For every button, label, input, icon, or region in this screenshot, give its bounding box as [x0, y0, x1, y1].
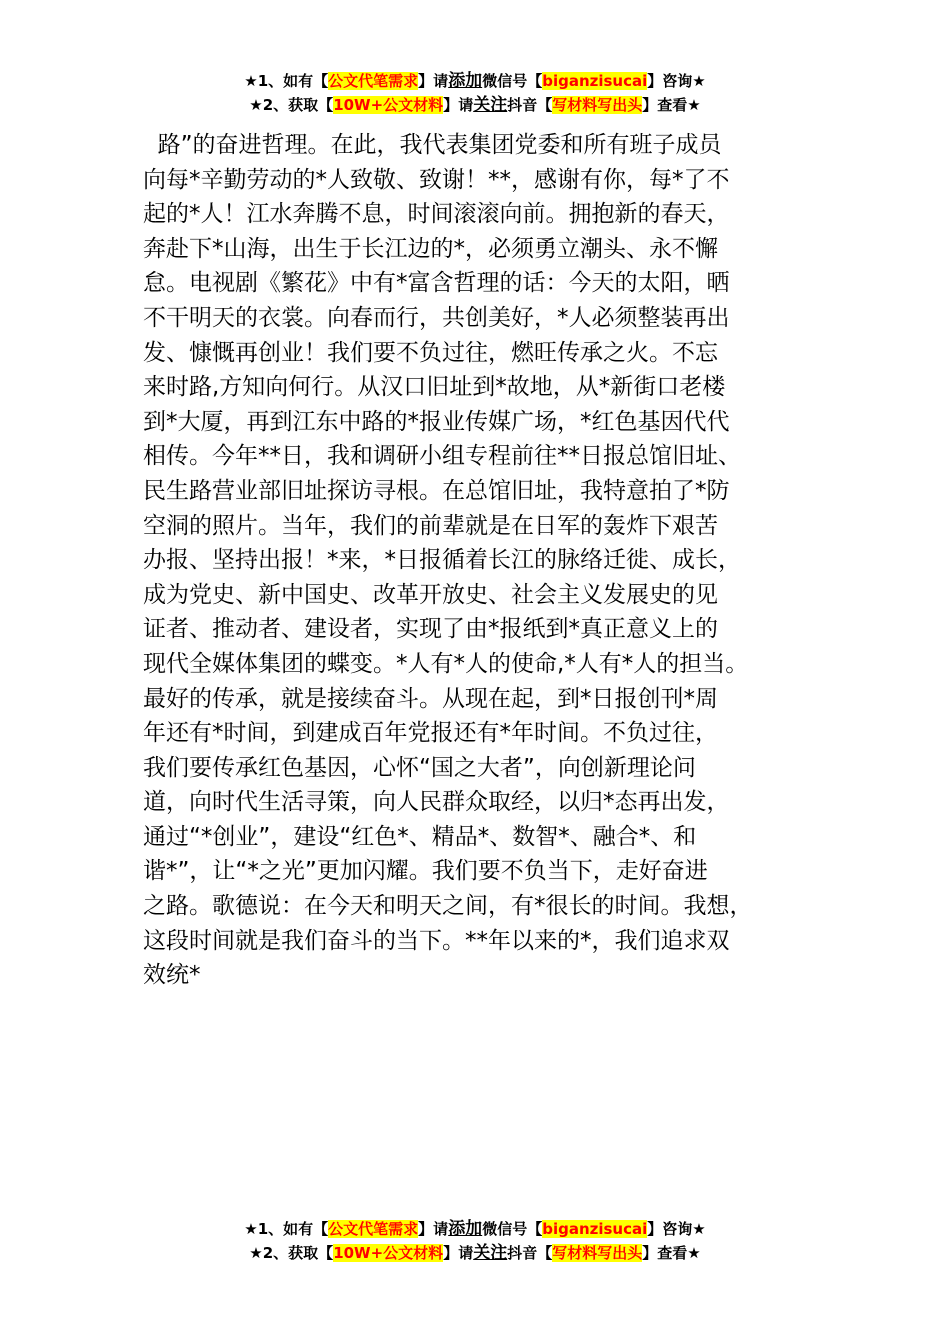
- text-line: 起的*人！江水奔腾不息，时间滚滚向前。拥抱新的春天，: [143, 201, 730, 228]
- text-line: 不干明天的衣裳。向春而行，共创美好，*人必须整装再出: [143, 304, 730, 331]
- banner-text: 微信号【: [482, 72, 543, 90]
- text-line: 通过“*创业”，建设“红色*、精品*、数智*、融合*、和: [143, 823, 697, 850]
- text-line: 谐*”，让“*之光”更加闪耀。我们要不负当下，走好奋进: [143, 858, 708, 885]
- text-line: 证者、推动者、建设者，实现了由*报纸到*真正意义上的: [143, 616, 718, 643]
- banner-highlight-wechat-id: biganzisucai: [542, 1220, 648, 1238]
- banner-highlight-douyin-id: 写材料写出头: [552, 1244, 643, 1262]
- banner-highlight-materials: 10W+公文材料: [333, 1244, 444, 1262]
- banner-underlined-text: 关注: [473, 1243, 508, 1263]
- banner-line-2: [0, 93, 950, 117]
- footer-banner: [0, 1217, 950, 1265]
- banner-text: 】请: [418, 1220, 449, 1238]
- banner-highlight-materials: 10W+公文材料: [333, 96, 444, 114]
- text-line: 怠。电视剧《繁花》中有*富含哲理的话：今天的太阳，晒: [143, 270, 730, 297]
- text-line: 路”的奋进哲理。在此，我代表集团党委和所有班子成员: [143, 132, 722, 158]
- text-line: 空洞的照片。当年，我们的前辈就是在日军的轰炸下艰苦: [143, 512, 718, 539]
- text-line: 向每*辛勤劳动的*人致敬、致谢！**，感谢有你，每*了不: [143, 166, 730, 193]
- banner-text: 微信号【: [482, 1220, 543, 1238]
- banner-text: 】请: [418, 72, 449, 90]
- text-line: 办报、坚持出报！*来，*日报循着长江的脉络迁徙、成长，: [143, 547, 741, 574]
- banner-text: 】查看★: [642, 1244, 701, 1262]
- banner-line-1: [0, 1217, 950, 1241]
- banner-text: 】请: [443, 1244, 474, 1262]
- banner-underlined-text: 添加: [448, 1219, 483, 1239]
- text-line: 奔赴下*山海，出生于长江边的*，必须勇立潮头、永不懈: [143, 235, 718, 262]
- document-body: [143, 128, 833, 993]
- text-line: 之路。歌德说：在今天和明天之间，有*很长的时间。我想，: [143, 893, 753, 920]
- header-banner: [0, 69, 950, 117]
- banner-underlined-text: 添加: [448, 71, 483, 91]
- banner-text: ★1、如有【: [244, 1220, 329, 1238]
- banner-text: ★2、获取【: [249, 96, 334, 114]
- banner-underlined-text: 关注: [473, 95, 508, 115]
- text-line: 最好的传承，就是接续奋斗。从现在起，到*日报创刊*周: [143, 685, 718, 712]
- banner-text: ★1、如有【: [244, 72, 329, 90]
- text-line: 我们要传承红色基因，心怀“国之大者”，向创新理论问: [143, 754, 696, 781]
- text-line: 到*大厦，再到江东中路的*报业传媒广场，*红色基因代代: [143, 408, 730, 435]
- text-line: 年还有*时间，到建成百年党报还有*年时间。不负过往，: [143, 720, 718, 747]
- text-line: 现代全媒体集团的蝶变。*人有*人的使命,*人有*人的担当。: [143, 650, 749, 677]
- text-line: 民生路营业部旧址探访寻根。在总馆旧址，我特意拍了*防: [143, 477, 730, 504]
- banner-line-2: [0, 1241, 950, 1265]
- text-line: 道，向时代生活寻策，向人民群众取经，以归*态再出发，: [143, 789, 730, 816]
- banner-text: 】咨询★: [647, 72, 706, 90]
- text-line: 发、慷慨再创业！我们要不负过往，燃旺传承之火。不忘: [143, 339, 718, 366]
- text-line: 这段时间就是我们奋斗的当下。**年以来的*，我们追求双: [143, 927, 730, 954]
- banner-text: 】咨询★: [647, 1220, 706, 1238]
- banner-text: 抖音【: [507, 1244, 553, 1262]
- text-line: 来时路,方知向何行。从汉口旧址到*故地，从*新街口老楼: [143, 374, 726, 401]
- banner-highlight-service: 公文代笔需求: [328, 72, 419, 90]
- banner-highlight-service: 公文代笔需求: [328, 1220, 419, 1238]
- text-line: 成为党史、新中国史、改革开放史、社会主义发展史的见: [143, 581, 718, 608]
- banner-highlight-wechat-id: biganzisucai: [542, 72, 648, 90]
- banner-line-1: [0, 69, 950, 93]
- banner-text: 抖音【: [507, 96, 553, 114]
- text-line: 相传。今年**日，我和调研小组专程前往**日报总馆旧址、: [143, 443, 741, 470]
- banner-text: 】请: [443, 96, 474, 114]
- banner-text: ★2、获取【: [249, 1244, 334, 1262]
- banner-text: 】查看★: [642, 96, 701, 114]
- text-line: 效统*: [143, 962, 201, 989]
- banner-highlight-douyin-id: 写材料写出头: [552, 96, 643, 114]
